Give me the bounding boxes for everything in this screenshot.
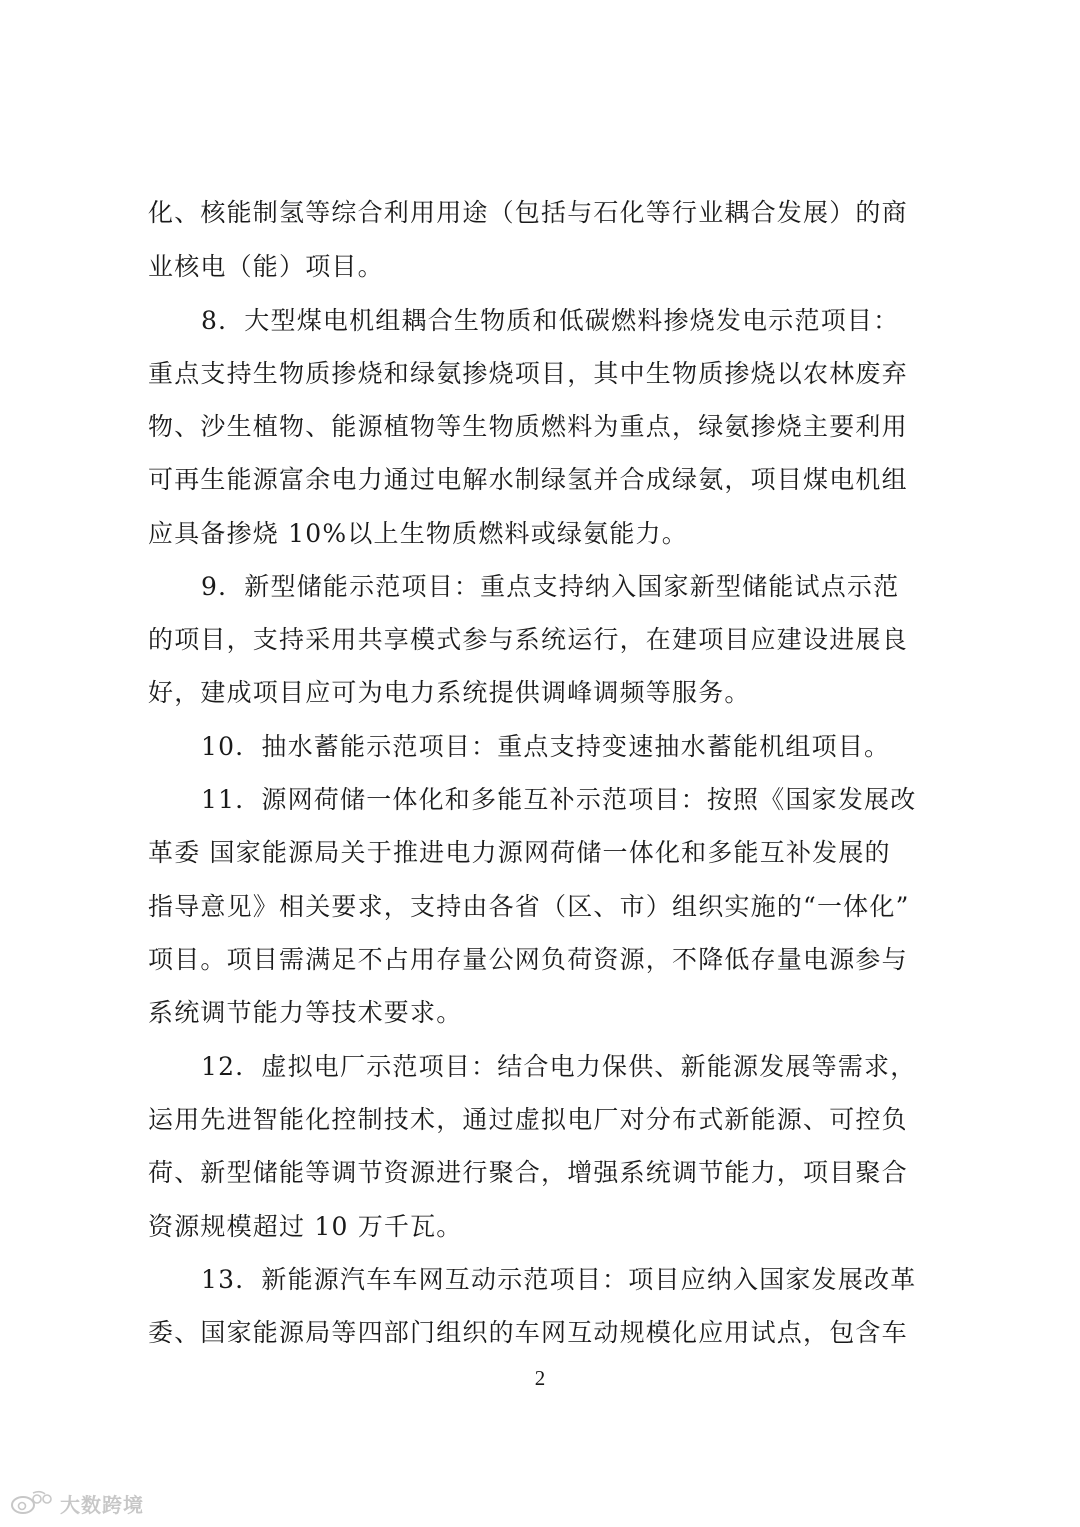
text-line-heading-8: 8．大型煤电机组耦合生物质和低碳燃料掺烧发电示范项目： xyxy=(201,306,900,335)
text-line-heading-12: 12．虚拟电厂示范项目：结合电力保供、新能源发展等需求， xyxy=(201,1052,917,1081)
text-line-heading-10: 10．抽水蓄能示范项目：重点支持变速抽水蓄能机组项目。 xyxy=(201,732,891,761)
weibo-logo-icon xyxy=(10,1490,54,1516)
text-line-heading-9: 9．新型储能示范项目：重点支持纳入国家新型储能试点示范 xyxy=(201,572,900,601)
text-line: 革委 国家能源局关于推进电力源网荷储一体化和多能互补发展的 xyxy=(148,838,891,867)
text-line: 运用先进智能化控制技术，通过虚拟电厂对分布式新能源、可控负 xyxy=(148,1105,908,1134)
text-line: 的项目，支持采用共享模式参与系统运行，在建项目应建设进展良 xyxy=(148,625,908,654)
watermark-text: 大数跨境 xyxy=(60,1492,144,1517)
text-line: 业核电（能）项目。 xyxy=(148,252,384,281)
text-line-heading-13: 13．新能源汽车车网互动示范项目：项目应纳入国家发展改革 xyxy=(201,1265,917,1294)
text-line: 好，建成项目应可为电力系统提供调峰调频等服务。 xyxy=(148,678,751,707)
text-line: 项目。项目需满足不占用存量公网负荷资源，不降低存量电源参与 xyxy=(148,945,908,974)
text-line: 荷、新型储能等调节资源进行聚合，增强系统调节能力，项目聚合 xyxy=(148,1158,908,1187)
watermark xyxy=(10,1488,144,1518)
text-line: 指导意见》相关要求，支持由各省（区、市）组织实施的“一体化” xyxy=(148,892,910,921)
text-line: 化、核能制氢等综合利用用途（包括与石化等行业耦合发展）的商 xyxy=(148,198,908,227)
text-line: 重点支持生物质掺烧和绿氨掺烧项目，其中生物质掺烧以农林废弃 xyxy=(148,359,908,388)
text-line: 可再生能源富余电力通过电解水制绿氢并合成绿氨，项目煤电机组 xyxy=(148,465,908,494)
text-line: 应具备掺烧 10%以上生物质燃料或绿氨能力。 xyxy=(148,519,688,548)
text-line: 系统调节能力等技术要求。 xyxy=(148,998,463,1027)
text-line: 物、沙生植物、能源植物等生物质燃料为重点，绿氨掺烧主要利用 xyxy=(148,412,908,441)
page-number: 2 xyxy=(534,1366,546,1390)
text-line-heading-11: 11．源网荷储一体化和多能互补示范项目：按照《国家发展改 xyxy=(201,785,917,814)
text-line: 委、国家能源局等四部门组织的车网互动规模化应用试点，包含车 xyxy=(148,1318,908,1347)
text-line: 资源规模超过 10 万千瓦。 xyxy=(148,1212,463,1241)
